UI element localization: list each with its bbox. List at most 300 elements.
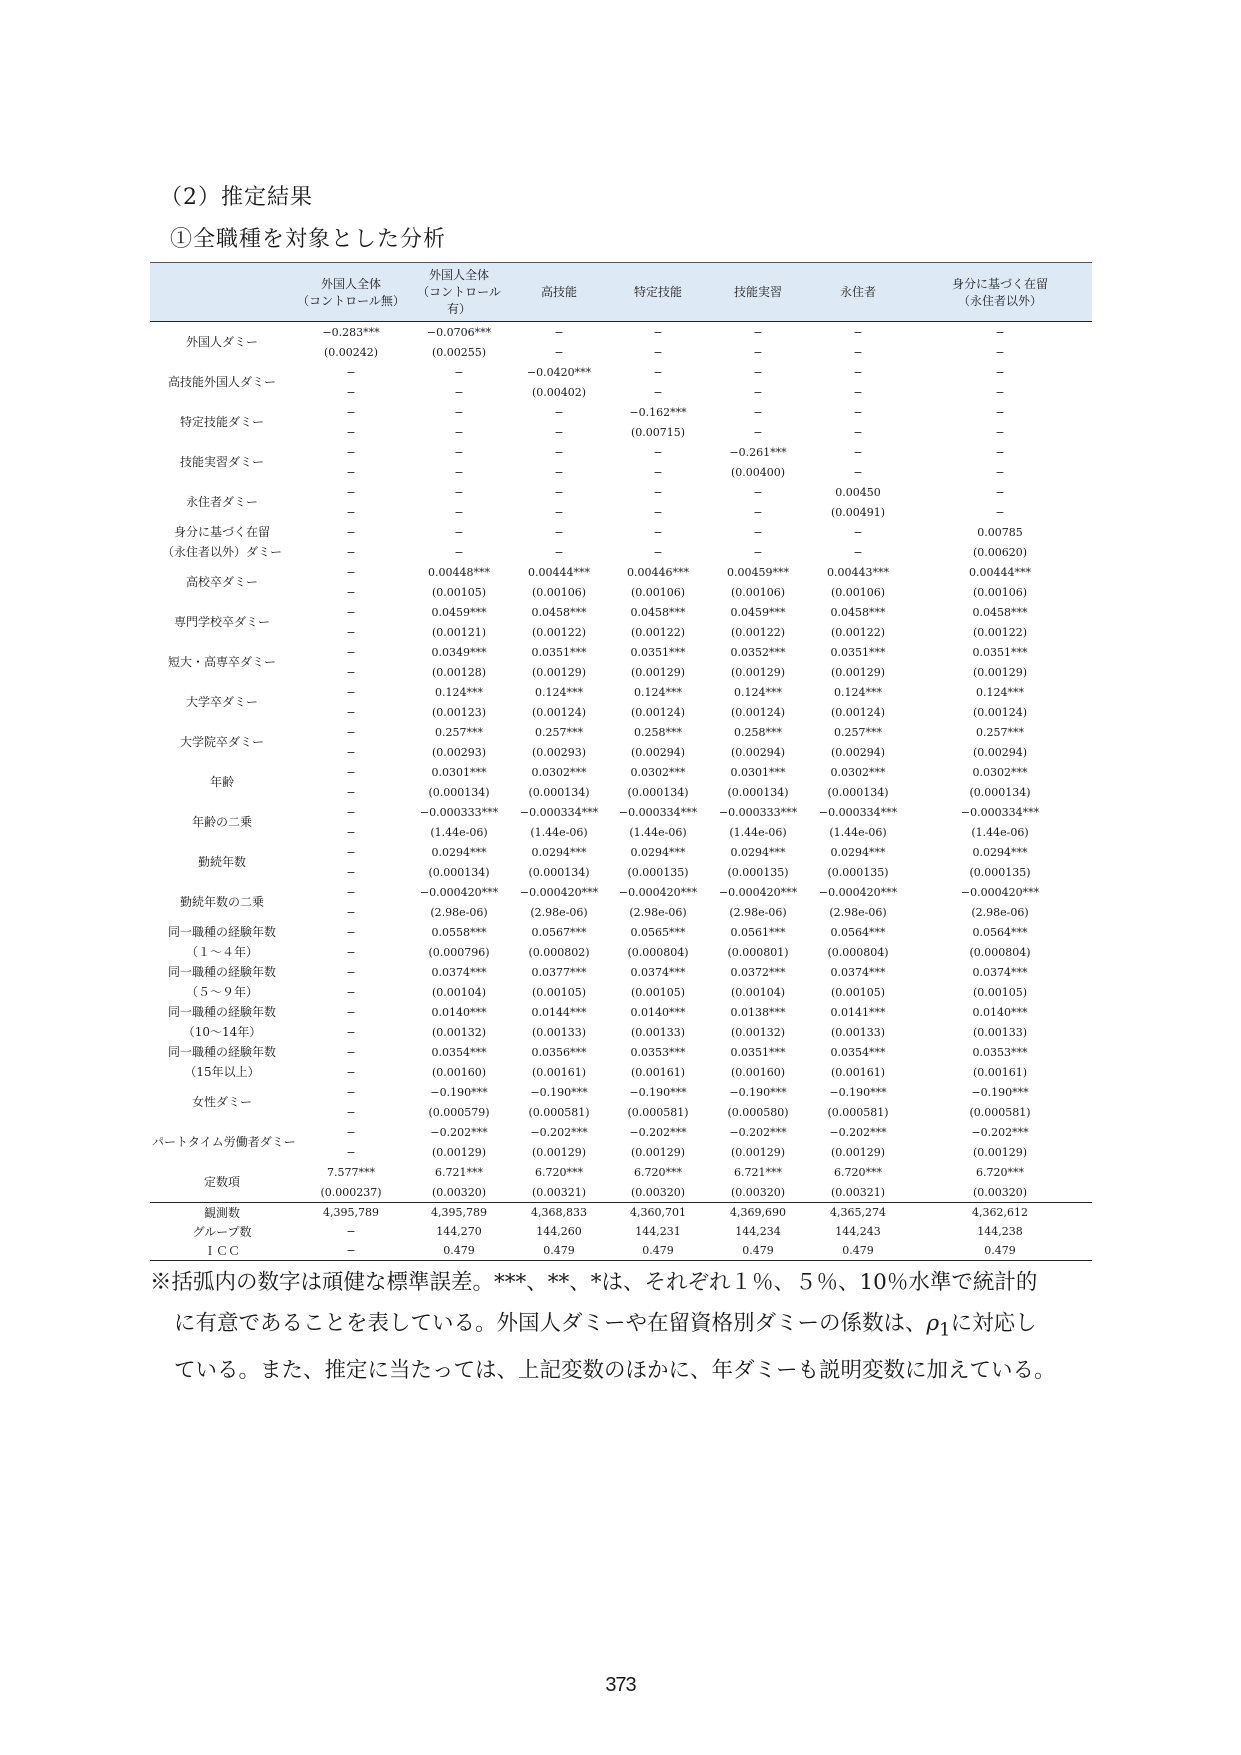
std-error-cell: (0.00104) [730,985,786,999]
coef-row [150,842,1092,862]
coefficient-cell: 0.0565*** [630,925,686,939]
column-header-line: （コントロール無） [297,293,405,308]
coefficient-cell: 0.0564*** [972,925,1028,939]
std-error-cell: − [454,545,464,559]
footnote-line-2-start: に有意であることを表している。外国人ダミーや在留資格別ダミーの係数は、 [174,1311,927,1336]
column-header-line: （永住者以外） [957,293,1042,308]
row-label-2: （10～14年） [182,1025,262,1039]
footnote-line-2 [150,1303,1110,1350]
coefficient-cell: 0.0561*** [730,925,786,939]
std-error-cell: (0.00320) [708,1182,808,1203]
coefficient-cell: −0.000334*** [960,805,1040,819]
coefficient-cell: 0.00446*** [627,565,689,579]
coefficient-cell: −0.190*** [729,1085,787,1099]
std-error-cell: (0.00294) [830,745,886,759]
std-error-cell: − [653,465,663,479]
std-error-cell: (0.00491) [830,505,886,519]
row-label-2: （５～９年） [185,985,258,999]
std-error-cell: (0.00123) [431,705,487,719]
coefficient-cell: 0.0294*** [972,845,1028,859]
std-error-cell: − [346,1145,356,1159]
table-header-row [150,263,1092,322]
coefficient-cell: 0.00459*** [727,565,789,579]
std-error-cell: − [753,425,763,439]
std-error-cell: − [554,425,564,439]
coefficient-cell: 6.720*** [634,1165,682,1179]
coefficient-cell: 0.0302*** [531,765,587,779]
coef-row [150,962,1092,982]
footnote-line-2-end: に対応し [950,1311,1037,1336]
se-row [150,982,1092,1002]
summary-cell: 144,231 [635,1225,681,1238]
std-error-cell: (0.00105) [972,985,1028,999]
row-label-2: （15年以上） [184,1065,260,1079]
column-header [294,263,408,322]
row-label: 女性ダミー [191,1095,252,1109]
coefficient-cell: 0.0458*** [630,605,686,619]
std-error-cell: (0.00105) [531,985,587,999]
column-header [808,263,908,322]
coefficient-cell: 0.0353*** [972,1045,1028,1059]
row-label: パートタイム労働者ダミー [152,1135,296,1149]
row-label: 同一職種の経験年数 [167,1045,276,1059]
std-error-cell: − [346,1025,356,1039]
se-row [150,542,1092,562]
std-error-cell: − [454,505,464,519]
coefficient-cell: − [346,805,356,819]
coefficient-cell: 0.124*** [535,685,583,699]
std-error-cell: − [753,545,763,559]
coefficient-cell: − [346,485,356,499]
std-error-cell: (1.44e-06) [629,825,687,839]
std-error-cell: − [653,345,663,359]
std-error-cell: − [346,865,356,879]
std-error-cell: − [753,505,763,519]
std-error-cell: (0.00129) [630,665,686,679]
summary-cell: 144,260 [536,1225,582,1238]
coefficient-cell: 0.0564*** [830,925,886,939]
coefficient-cell: 0.124*** [435,685,483,699]
std-error-cell: (0.000796) [428,945,490,959]
column-header [408,263,510,322]
coefficient-cell: − [853,405,863,419]
coefficient-cell: 6.720*** [834,1165,882,1179]
regression-table [150,262,1092,1261]
std-error-cell: (0.00133) [531,1025,587,1039]
row-label: 永住者ダミー [185,495,258,509]
std-error-cell: (0.000801) [727,945,789,959]
std-error-cell: (0.00128) [431,665,487,679]
coef-row [150,1122,1092,1142]
coef-row [150,1162,1092,1182]
std-error-cell: (0.00255) [431,345,487,359]
std-error-cell: (0.00133) [972,1025,1028,1039]
coefficient-cell: 0.0302*** [972,765,1028,779]
coefficient-cell: − [346,885,356,899]
coefficient-cell: 0.0374*** [630,965,686,979]
coefficient-cell: − [653,325,663,339]
row-label: 大学卒ダミー [185,695,258,709]
coefficient-cell: 0.258*** [634,725,682,739]
coefficient-cell: −0.000420*** [960,885,1040,899]
coefficient-cell: 0.0458*** [972,605,1028,619]
std-error-cell: (0.00106) [730,585,786,599]
coefficient-cell: 0.124*** [634,685,682,699]
std-error-cell: (0.00106) [531,585,587,599]
std-error-cell: (0.00104) [431,985,487,999]
summary-cell: 4,395,789 [294,1203,408,1223]
std-error-cell: − [346,905,356,919]
std-error-cell: (0.00129) [531,1145,587,1159]
coefficient-cell: −0.190*** [629,1085,687,1099]
std-error-cell: (0.00122) [630,625,686,639]
std-error-cell: (0.00105) [830,985,886,999]
std-error-cell: (0.00105) [431,585,487,599]
std-error-cell: (0.00124) [830,705,886,719]
coefficient-cell: 0.0302*** [630,765,686,779]
std-error-cell: − [346,705,356,719]
coef-row [150,802,1092,822]
std-error-cell: − [554,545,564,559]
coefficient-cell: 6.721*** [734,1165,782,1179]
coef-row [150,322,1092,343]
std-error-cell: − [853,465,863,479]
std-error-cell: − [346,545,356,559]
coefficient-cell: 0.0567*** [531,925,587,939]
std-error-cell: − [653,505,663,519]
std-error-cell: − [653,545,663,559]
coefficient-cell: − [853,445,863,459]
summary-cell: 0.479 [408,1241,510,1261]
rho-subscript: 1 [939,1319,951,1341]
coefficient-cell: 0.0459*** [730,605,786,619]
std-error-cell: − [346,585,356,599]
coefficient-cell: 0.0301*** [431,765,487,779]
subsection-title: ①全職種を対象とした分析 [170,227,447,252]
coefficient-cell: 0.00785 [977,525,1023,539]
coefficient-cell: −0.190*** [530,1085,588,1099]
coefficient-cell: 0.0352*** [730,645,786,659]
std-error-cell: − [454,385,464,399]
coefficient-cell: 6.720*** [535,1165,583,1179]
coefficient-cell: − [454,485,464,499]
column-header-line: 特定技能 [633,285,682,299]
row-label: 同一職種の経験年数 [167,925,276,939]
coefficient-cell: 0.258*** [734,725,782,739]
std-error-cell: (0.000134) [528,785,590,799]
summary-cell: 0.479 [608,1241,708,1261]
std-error-cell: (0.00320) [908,1182,1092,1203]
row-label: 高校卒ダミー [185,575,258,589]
std-error-cell: (0.000804) [827,945,889,959]
coefficient-cell: − [346,725,356,739]
std-error-cell: (0.000134) [727,785,789,799]
coefficient-cell: −0.000420*** [718,885,798,899]
std-error-cell: (0.00620) [972,545,1028,559]
row-label-2: （永住者以外）ダミー [161,545,282,559]
row-label: 専門学校卒ダミー [173,615,270,629]
coefficient-cell: − [995,405,1005,419]
coefficient-cell: 0.0353*** [630,1045,686,1059]
section-title: （2）推定結果 [160,185,313,210]
summary-cell: 0.479 [908,1241,1092,1261]
summary-label: グループ数 [192,1224,252,1239]
coefficient-cell: 0.0141*** [830,1005,886,1019]
coefficient-cell: −0.202*** [829,1125,887,1139]
coefficient-cell: −0.283*** [322,325,380,339]
rho-symbol: ρ [926,1311,940,1336]
std-error-cell: (0.00715) [630,425,686,439]
std-error-cell: − [454,465,464,479]
column-header [510,263,608,322]
summary-cell: − [294,1241,408,1261]
coefficient-cell: − [853,325,863,339]
summary-cell: 144,238 [977,1225,1023,1238]
std-error-cell: (2.98e-06) [971,905,1029,919]
summary-cell: 144,243 [835,1225,881,1238]
coefficient-cell: − [346,405,356,419]
std-error-cell: (0.00133) [630,1025,686,1039]
coefficient-cell: 0.0558*** [431,925,487,939]
std-error-cell: (2.98e-06) [729,905,787,919]
std-error-cell: (0.00161) [972,1065,1028,1079]
std-error-cell: − [554,465,564,479]
coefficient-cell: 0.0374*** [972,965,1028,979]
std-error-cell: (1.44e-06) [729,825,787,839]
std-error-cell: (2.98e-06) [629,905,687,919]
std-error-cell: (0.00122) [730,625,786,639]
summary-cell: 0.479 [808,1241,908,1261]
coefficient-cell: −0.202*** [530,1125,588,1139]
coefficient-cell: −0.000420*** [618,885,698,899]
coefficient-cell: − [346,1005,356,1019]
std-error-cell: (0.000581) [528,1105,590,1119]
coefficient-cell: − [753,485,763,499]
std-error-cell: (1.44e-06) [530,825,588,839]
std-error-cell: (0.00320) [408,1182,510,1203]
coefficient-cell: −0.000420*** [519,885,599,899]
std-error-cell: − [346,425,356,439]
coefficient-cell: 0.0354*** [830,1045,886,1059]
coefficient-cell: 0.0349*** [431,645,487,659]
std-error-cell: (2.98e-06) [430,905,488,919]
std-error-cell: (0.00129) [830,1145,886,1159]
coefficient-cell: 0.0140*** [431,1005,487,1019]
coefficient-cell: − [753,405,763,419]
coefficient-cell: −0.000333*** [419,805,499,819]
coefficient-cell: − [346,925,356,939]
coefficient-cell: − [346,1045,356,1059]
coefficient-cell: 0.0302*** [830,765,886,779]
std-error-cell: (0.00294) [630,745,686,759]
coefficient-cell: −0.000420*** [419,885,499,899]
std-error-cell: (0.00122) [830,625,886,639]
coefficient-cell: 0.00444*** [969,565,1031,579]
coef-row [150,522,1092,542]
row-label: 特定技能ダミー [179,415,264,429]
coefficient-cell: −0.162*** [629,405,687,419]
std-error-cell: − [554,345,564,359]
coefficient-cell: − [554,445,564,459]
coefficient-cell: 6.720*** [976,1165,1024,1179]
summary-cell: 0.479 [708,1241,808,1261]
coefficient-cell: − [346,645,356,659]
coefficient-cell: − [454,445,464,459]
coefficient-cell: −0.202*** [729,1125,787,1139]
summary-cell: 144,234 [735,1225,781,1238]
coefficient-cell: − [346,965,356,979]
std-error-cell: (0.00106) [830,585,886,599]
coef-row [150,1042,1092,1062]
std-error-cell: (0.000134) [969,785,1031,799]
coefficient-cell: −0.0420*** [526,365,592,379]
std-error-cell: (0.00160) [431,1065,487,1079]
coefficient-cell: 0.0294*** [431,845,487,859]
std-error-cell: (0.00293) [431,745,487,759]
coefficient-cell: − [346,525,356,539]
std-error-cell: (0.000581) [969,1105,1031,1119]
coefficient-cell: 0.257*** [834,725,882,739]
coefficient-cell: 0.0356*** [531,1045,587,1059]
std-error-cell: (0.00400) [730,465,786,479]
page-number: 373 [605,1674,636,1696]
column-header-line: （コントロール有） [417,285,501,316]
std-error-cell: (0.00124) [630,705,686,719]
coefficient-cell: 0.0138*** [730,1005,786,1019]
std-error-cell: − [853,425,863,439]
std-error-cell: − [653,385,663,399]
coef-row [150,722,1092,742]
coefficient-cell: −0.190*** [829,1085,887,1099]
column-header-line: 技能実習 [733,285,782,299]
coefficient-cell: 0.0372*** [730,965,786,979]
std-error-cell: − [753,345,763,359]
column-header [708,263,808,322]
coefficient-cell: −0.000334*** [818,805,898,819]
coefficient-cell: − [653,525,663,539]
coefficient-cell: − [995,325,1005,339]
std-error-cell: (0.00129) [431,1145,487,1159]
std-error-cell: (0.00161) [630,1065,686,1079]
std-error-cell: − [995,505,1005,519]
coefficient-cell: 0.0351*** [830,645,886,659]
coefficient-cell: 0.0458*** [830,605,886,619]
coefficient-cell: −0.261*** [729,445,787,459]
coefficient-cell: 0.0354*** [431,1045,487,1059]
std-error-cell: (1.44e-06) [971,825,1029,839]
summary-cell: 4,362,612 [908,1203,1092,1223]
coef-row [150,1002,1092,1022]
row-label: 高技能外国人ダミー [167,375,276,389]
row-label: 同一職種の経験年数 [167,1005,276,1019]
std-error-cell: − [346,825,356,839]
summary-cell: 144,270 [436,1225,482,1238]
coefficient-cell: 0.0140*** [972,1005,1028,1019]
coefficient-cell: −0.000334*** [618,805,698,819]
std-error-cell: − [346,385,356,399]
coefficient-cell: − [554,485,564,499]
std-error-cell: (0.00106) [630,585,686,599]
std-error-cell: (0.00105) [630,985,686,999]
coef-row [150,442,1092,462]
std-error-cell: − [346,1065,356,1079]
std-error-cell: (1.44e-06) [430,825,488,839]
std-error-cell: − [853,545,863,559]
std-error-cell: − [753,385,763,399]
row-label: 外国人ダミー [185,335,258,349]
coefficient-cell: − [554,325,564,339]
coefficient-cell: 0.0374*** [431,965,487,979]
summary-cell: 4,395,789 [408,1203,510,1223]
std-error-cell: (0.000580) [727,1105,789,1119]
coefficient-cell: 0.0374*** [830,965,886,979]
coefficient-cell: 0.00450 [835,485,881,499]
coefficient-cell: − [346,1125,356,1139]
std-error-cell: (0.00293) [531,745,587,759]
coefficient-cell: − [653,365,663,379]
coefficient-cell: 0.00444*** [528,565,590,579]
std-error-cell: (0.000134) [827,785,889,799]
coefficient-cell: 0.257*** [976,725,1024,739]
std-error-cell: (0.00132) [431,1025,487,1039]
std-error-cell: (0.00106) [972,585,1028,599]
coefficient-cell: −0.202*** [629,1125,687,1139]
std-error-cell: (0.00121) [431,625,487,639]
coefficient-cell: 7.577*** [327,1165,375,1179]
std-error-cell: (0.00129) [972,665,1028,679]
std-error-cell: (0.00132) [730,1025,786,1039]
column-header-line: 外国人全体 [320,276,381,291]
column-header-line: 永住者 [839,285,876,299]
coefficient-cell: − [653,445,663,459]
row-label: 年齢の二乗 [191,815,252,829]
std-error-cell: (1.44e-06) [829,825,887,839]
coefficient-cell: −0.000420*** [818,885,898,899]
summary-label: ＩＣＣ [150,1241,294,1261]
coefficient-cell: 0.124*** [834,685,882,699]
coefficient-cell: 0.0351*** [730,1045,786,1059]
std-error-cell: (0.000804) [627,945,689,959]
coefficient-cell: − [346,1085,356,1099]
std-error-cell: − [346,625,356,639]
std-error-cell: (0.000135) [627,865,689,879]
std-error-cell: (0.000134) [528,865,590,879]
row-label: 同一職種の経験年数 [167,965,276,979]
std-error-cell: − [995,465,1005,479]
std-error-cell: − [554,505,564,519]
std-error-cell: − [454,425,464,439]
coefficient-cell: 0.0294*** [630,845,686,859]
std-error-cell: − [995,345,1005,359]
std-error-cell: (0.00124) [531,705,587,719]
coefficient-cell: −0.190*** [971,1085,1029,1099]
std-error-cell: − [346,465,356,479]
coefficient-cell: −0.190*** [430,1085,488,1099]
coef-row [150,1082,1092,1102]
std-error-cell: (0.000804) [969,945,1031,959]
std-error-cell: − [995,385,1005,399]
std-error-cell: (2.98e-06) [530,905,588,919]
coef-row [150,762,1092,782]
column-header-line: 外国人全体 [428,268,489,282]
coefficient-cell: −0.0706*** [426,325,492,339]
header-corner [150,263,294,322]
summary-cell: 0.479 [510,1241,608,1261]
coefficient-cell: 0.0351*** [972,645,1028,659]
coefficient-cell: 0.0377*** [531,965,587,979]
std-error-cell: (0.000134) [428,785,490,799]
std-error-cell: (0.00320) [608,1182,708,1203]
